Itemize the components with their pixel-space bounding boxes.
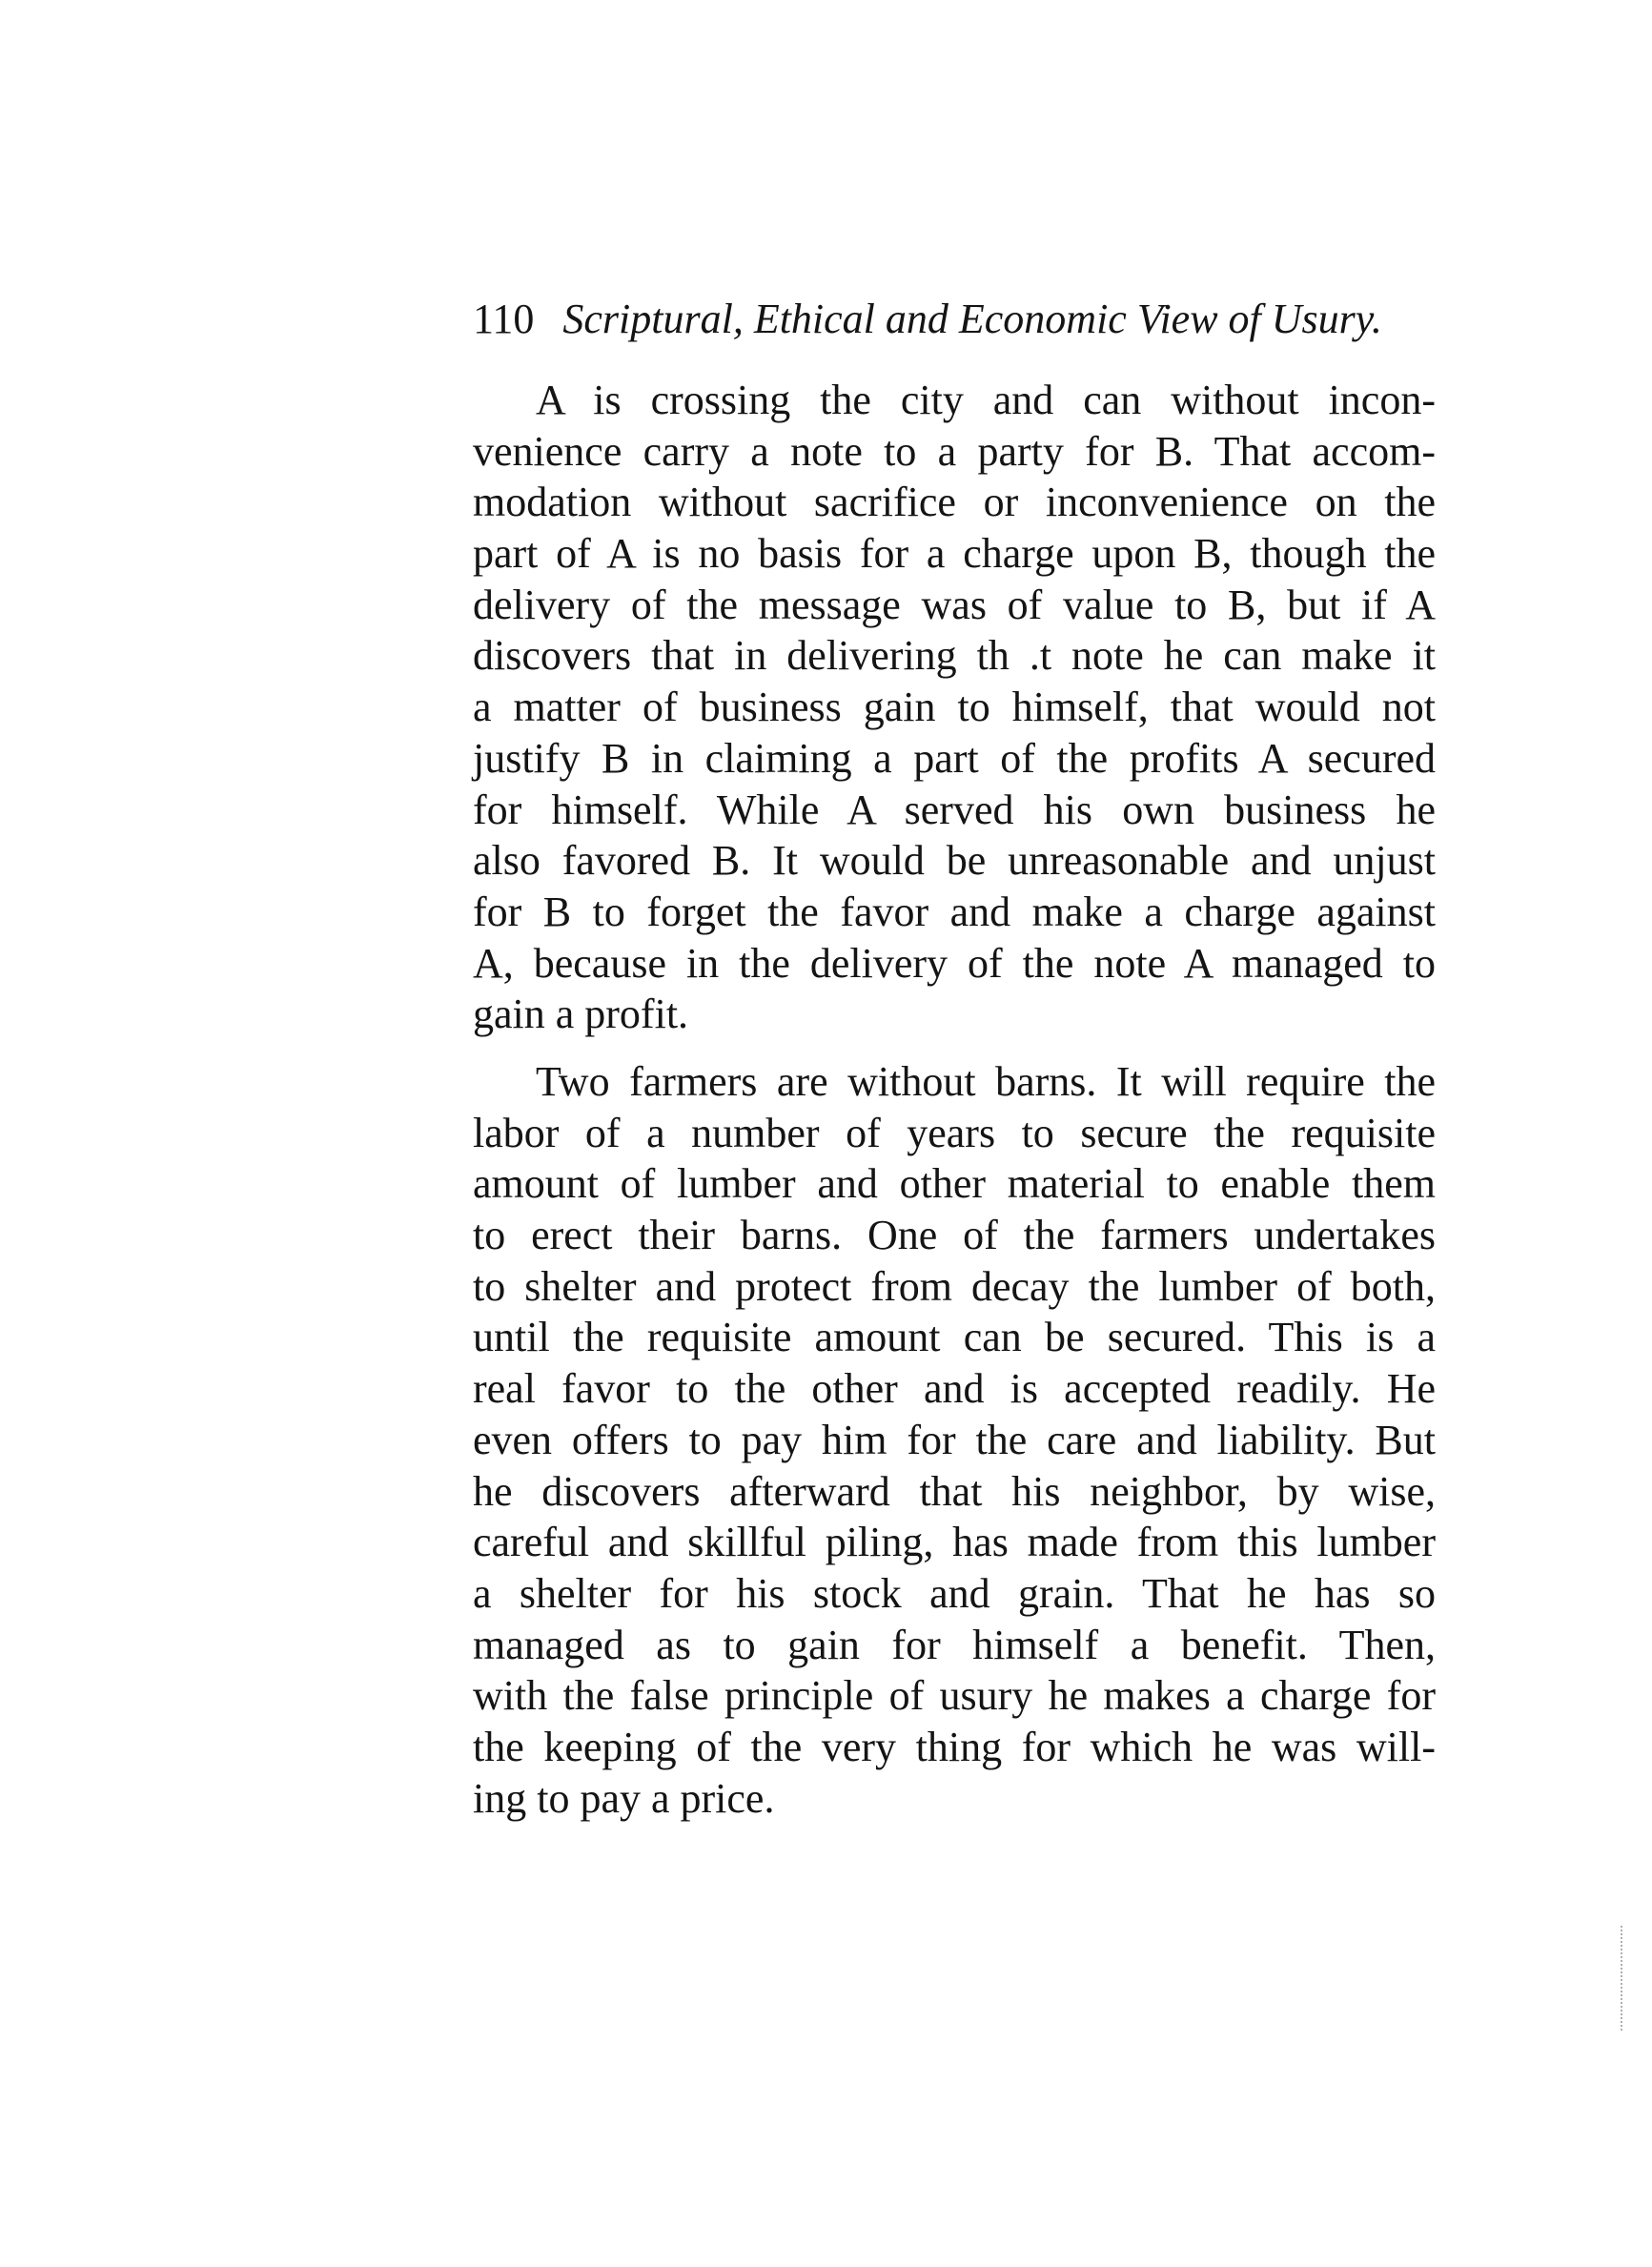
text-line: also favored B. It would be unreasonable and unjust xyxy=(473,837,1436,885)
text-line: justify B in claiming a part of the profits A secured xyxy=(473,734,1436,782)
text-line: Two farmers are without barns. It will require the xyxy=(536,1058,1436,1105)
text-line: modation without sacrifice or inconvenience on the xyxy=(473,479,1436,526)
text-line: amount of lumber and other material to enable them xyxy=(473,1160,1436,1208)
text-line: for himself. While A served his own business he xyxy=(473,786,1436,833)
paragraph-2 xyxy=(473,1056,1436,1824)
text-line: for B to forget the favor and make a charge against xyxy=(473,888,1436,935)
text-line: with the false principle of usury he makes a charge for xyxy=(473,1672,1436,1720)
text-line: real favor to the other and is accepted readily. He xyxy=(473,1365,1436,1413)
text-line: discovers that in delivering th .t note he can make it xyxy=(473,632,1436,680)
text-line: he discovers afterward that his neighbor, by wise, xyxy=(473,1467,1436,1515)
text-line: gain a profit. xyxy=(473,991,689,1038)
text-line: careful and skillful piling, has made from this lumber xyxy=(473,1519,1436,1566)
text-line: a matter of business gain to himself, that would not xyxy=(473,684,1436,731)
running-head xyxy=(473,286,1436,353)
text-line: A is crossing the city and can without incon- xyxy=(536,377,1436,423)
page-number: 110 xyxy=(473,296,535,342)
text-line: ing to pay a price. xyxy=(473,1774,775,1822)
text-line: until the requisite amount can be secured. This is a xyxy=(473,1314,1436,1361)
text-line: venience carry a note to a party for B. That accom- xyxy=(473,427,1436,475)
text-line: A, because in the delivery of the note A managed to xyxy=(473,939,1436,987)
text-line: labor of a number of years to secure the requisite xyxy=(473,1109,1436,1156)
text-line: to erect their barns. One of the farmers undertakes xyxy=(473,1212,1436,1259)
text-line: a shelter for his stock and grain. That he has so xyxy=(473,1569,1436,1617)
text-line: to shelter and protect from decay the lumber of both, xyxy=(473,1262,1436,1310)
text-line: even offers to pay him for the care and liability. But xyxy=(473,1416,1436,1463)
text-line: part of A is no basis for a charge upon B, though the xyxy=(473,530,1436,578)
text-line: delivery of the message was of value to B, but if A xyxy=(473,581,1436,628)
scan-artifact xyxy=(1621,1926,1624,2031)
paragraph-1 xyxy=(473,375,1436,1040)
text-line: the keeping of the very thing for which he was will- xyxy=(473,1723,1436,1770)
text-line: managed as to gain for himself a benefit. Then, xyxy=(473,1621,1436,1668)
book-title: Scriptural, Ethical and Economic View of Usury. xyxy=(562,296,1382,342)
